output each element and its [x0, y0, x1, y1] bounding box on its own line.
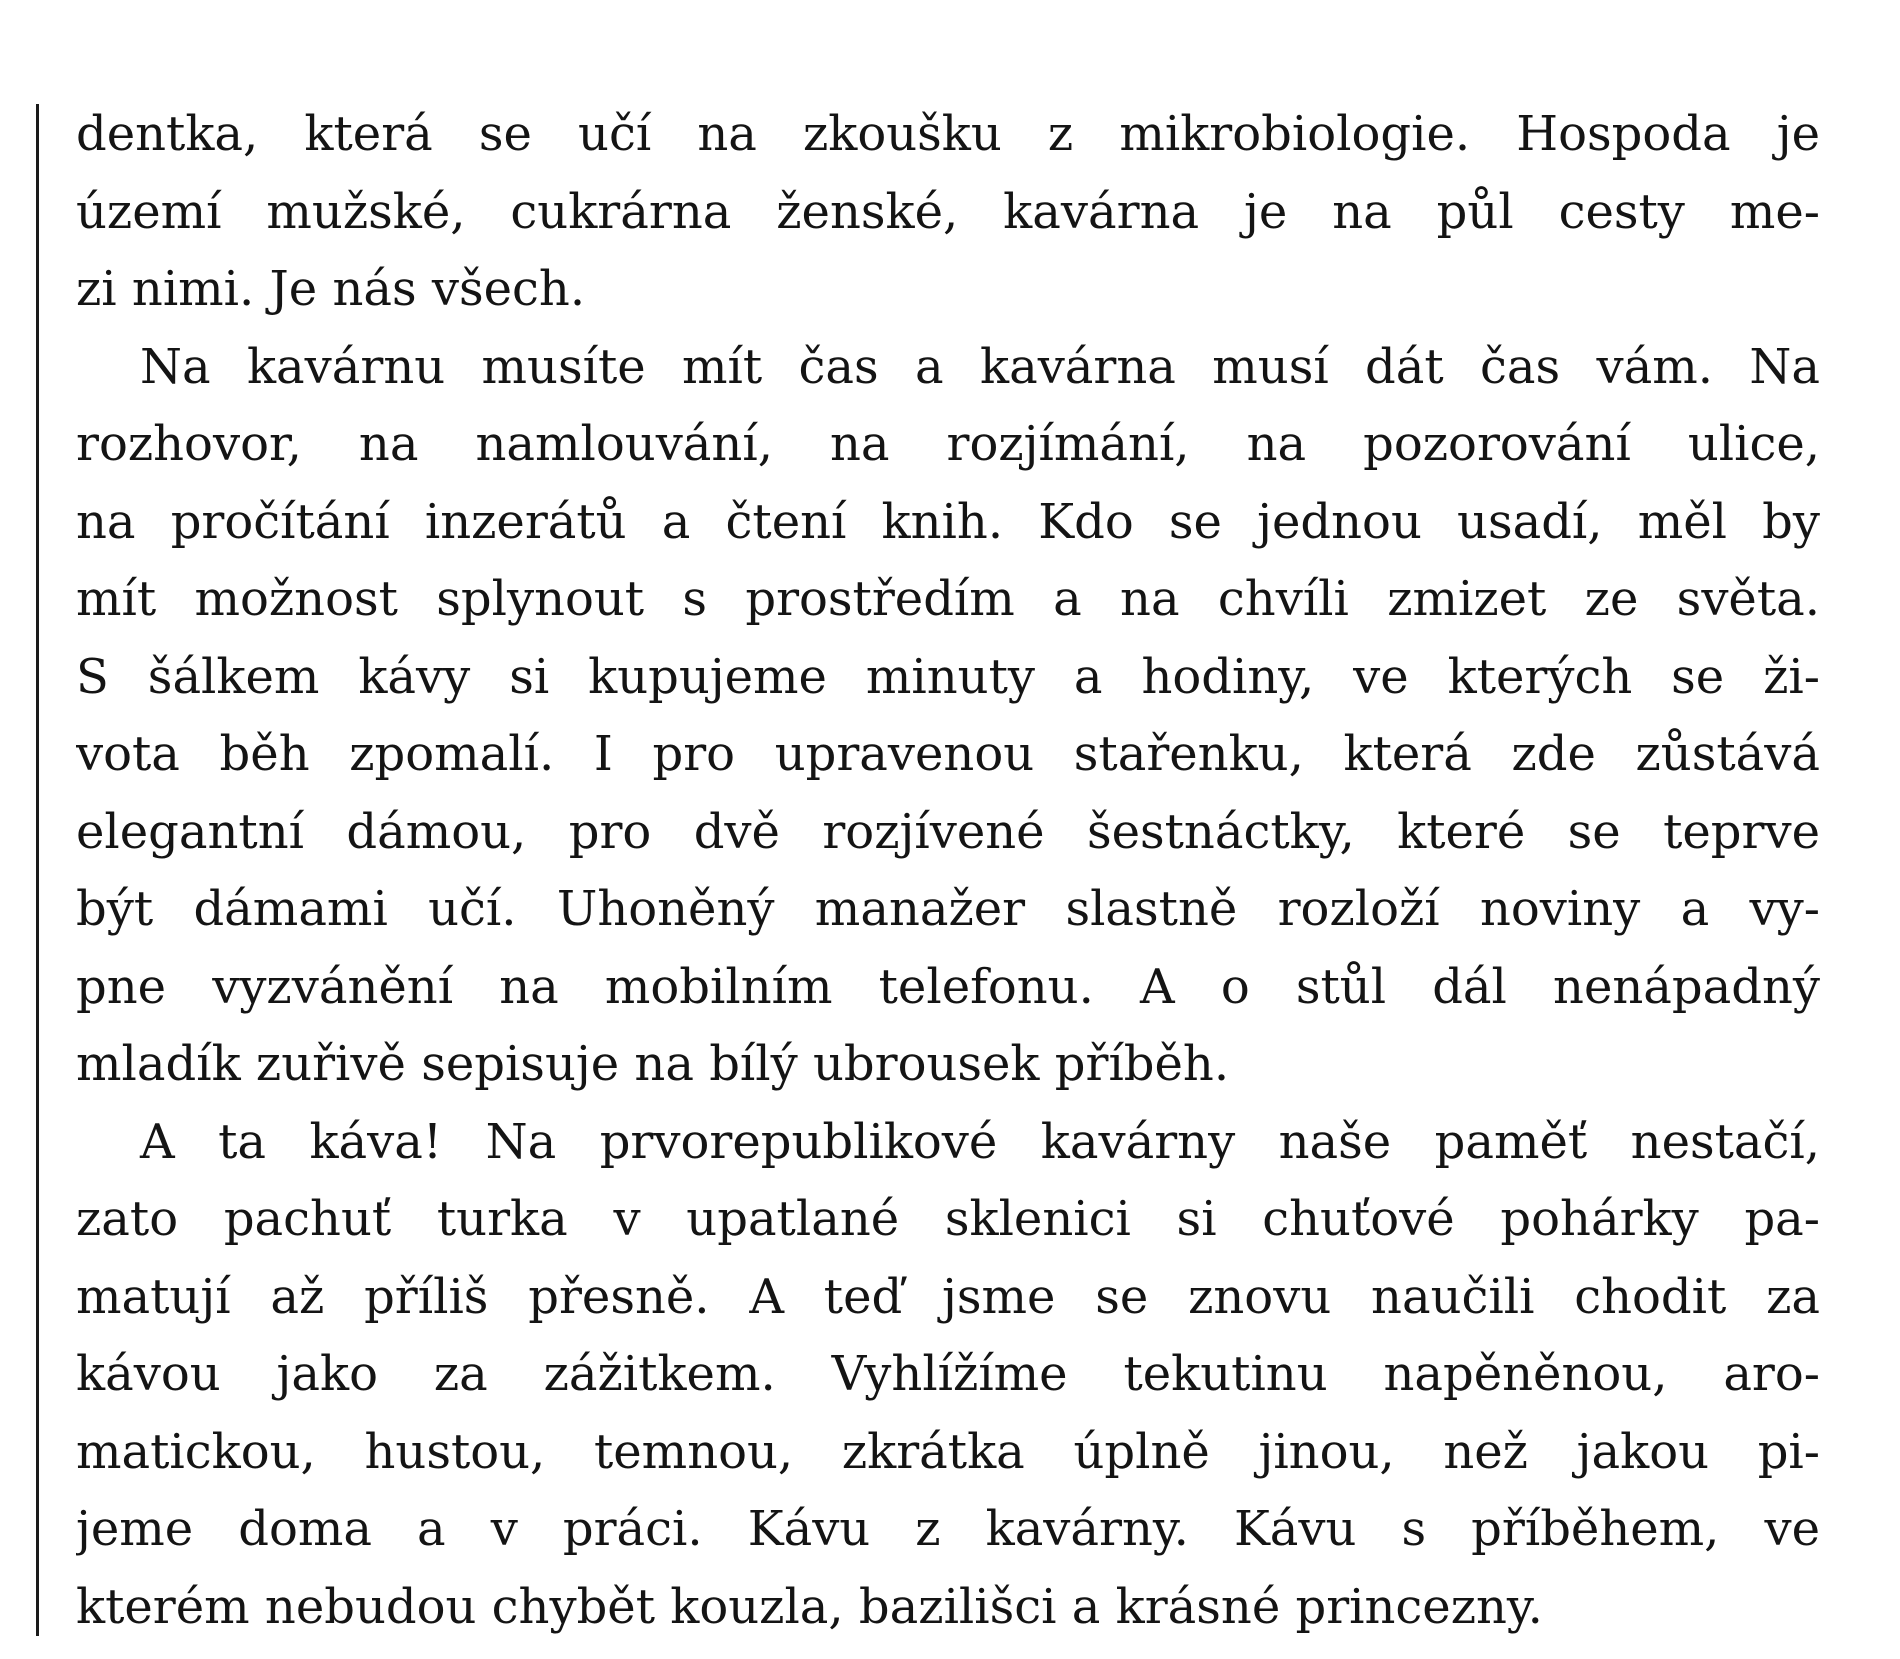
text-line: S šálkem kávy si kupujeme minuty a hodiny, ve kterých se ži-	[76, 648, 1820, 705]
text-line: Na kavárnu musíte mít čas a kavárna musí dát čas vám. Na	[140, 338, 1820, 395]
text-line: jeme doma a v práci. Kávu z kavárny. Kávu s příběhem, ve	[76, 1501, 1820, 1557]
text-line: rozhovor, na namlouvání, na rozjímání, na pozorování ulice,	[76, 416, 1820, 472]
text-line: dentka, která se učí na zkoušku z mikrobiologie. Hospoda je	[76, 106, 1820, 162]
text-line: matickou, hustou, temnou, zkrátka úplně jinou, než jakou pi-	[76, 1423, 1820, 1480]
paragraph-3	[76, 1104, 1820, 1647]
text-line: území mužské, cukrárna ženské, kavárna je na půl cesty me-	[76, 183, 1820, 240]
text-line: zato pachuť turka v upatlané sklenici si chuťové pohárky pa-	[76, 1191, 1820, 1247]
text-line: matují až příliš přesně. A teď jsme se znovu naučili chodit za	[76, 1268, 1820, 1325]
text-line: kterém nebudou chybět kouzla, bazilišci a krásné princezny.	[76, 1578, 1543, 1635]
paragraph-2	[76, 329, 1820, 1104]
margin-rule	[36, 104, 39, 1636]
text-line: být dámami učí. Uhoněný manažer slastně rozloží noviny a vy-	[76, 881, 1820, 937]
article-text	[76, 96, 1820, 1646]
text-line: mít možnost splynout s prostředím a na chvíli zmizet ze světa.	[76, 571, 1820, 627]
text-line: pne vyzvánění na mobilním telefonu. A o stůl dál nenápadný	[76, 958, 1820, 1015]
text-line: na pročítání inzerátů a čtení knih. Kdo se jednou usadí, měl by	[76, 493, 1820, 550]
text-line: zi nimi. Je nás všech.	[76, 261, 586, 317]
text-line: mladík zuřivě sepisuje na bílý ubrousek příběh.	[76, 1036, 1230, 1092]
text-line: A ta káva! Na prvorepublikové kavárny naše paměť nestačí,	[140, 1113, 1820, 1170]
text-line: kávou jako za zážitkem. Vyhlížíme tekutinu napěněnou, aro-	[76, 1346, 1820, 1402]
text-line: vota běh zpomalí. I pro upravenou stařenku, která zde zůstává	[76, 726, 1820, 782]
paragraph-1	[76, 96, 1820, 329]
text-line: elegantní dámou, pro dvě rozjívené šestnáctky, které se teprve	[76, 803, 1820, 860]
